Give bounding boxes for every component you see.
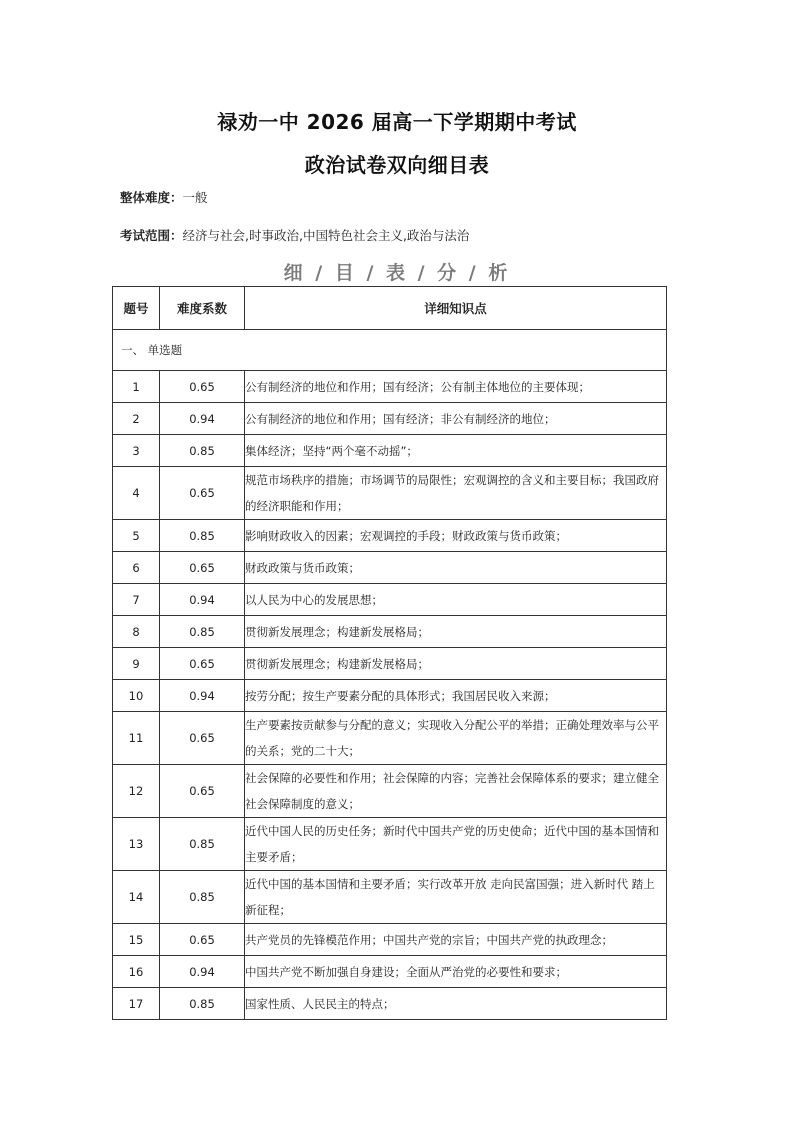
scope-value: 经济与社会,时事政治,中国特色社会主义,政治与法治 (182, 228, 470, 243)
question-number-cell: 2 (113, 403, 160, 435)
difficulty-coefficient-cell: 0.65 (160, 552, 245, 584)
difficulty-value: 一般 (182, 190, 208, 205)
difficulty-line (120, 188, 208, 206)
scope-label: 考试范围： (120, 228, 183, 243)
knowledge-points-cell: 中国共产党不断加强自身建设；全面从严治党的必要性和要求； (245, 956, 667, 988)
table-row (113, 584, 667, 616)
table-row (113, 871, 667, 924)
difficulty-coefficient-cell: 0.65 (160, 765, 245, 818)
scope-line (120, 226, 469, 244)
question-number-cell: 5 (113, 520, 160, 552)
section-row (113, 330, 667, 371)
document-title: 禄劝一中 2026 届高一下学期期中考试 (217, 110, 577, 134)
table-row (113, 435, 667, 467)
question-number-cell: 12 (113, 765, 160, 818)
difficulty-coefficient-cell: 0.65 (160, 467, 245, 520)
table-row (113, 924, 667, 956)
table-row (113, 988, 667, 1020)
table-row (113, 712, 667, 765)
knowledge-points-cell: 财政政策与货币政策； (245, 552, 667, 584)
table-row (113, 403, 667, 435)
question-number-cell: 8 (113, 616, 160, 648)
difficulty-label: 整体难度： (120, 190, 183, 205)
section-heading: 细 / 目 / 表 / 分 / 析 (283, 262, 511, 284)
question-number-cell: 3 (113, 435, 160, 467)
table-row (113, 765, 667, 818)
knowledge-points-cell: 贯彻新发展理念；构建新发展格局； (245, 616, 667, 648)
knowledge-points-cell: 以人民为中心的发展思想； (245, 584, 667, 616)
difficulty-coefficient-cell: 0.85 (160, 435, 245, 467)
difficulty-coefficient-cell: 0.94 (160, 403, 245, 435)
question-number-cell: 7 (113, 584, 160, 616)
difficulty-coefficient-cell: 0.94 (160, 584, 245, 616)
knowledge-points-cell: 集体经济；坚持“两个毫不动摇”； (245, 435, 667, 467)
question-number-cell: 10 (113, 680, 160, 712)
header-question-number: 题号 (113, 287, 160, 330)
question-number-cell: 4 (113, 467, 160, 520)
knowledge-points-cell: 公有制经济的地位和作用；国有经济；公有制主体地位的主要体现； (245, 371, 667, 403)
knowledge-points-cell: 影响财政收入的因素；宏观调控的手段；财政政策与货币政策； (245, 520, 667, 552)
question-number-cell: 9 (113, 648, 160, 680)
section-label: 一、 单选题 (113, 330, 667, 371)
header-knowledge-points: 详细知识点 (245, 287, 667, 330)
difficulty-coefficient-cell: 0.65 (160, 924, 245, 956)
knowledge-points-cell: 公有制经济的地位和作用；国有经济；非公有制经济的地位； (245, 403, 667, 435)
difficulty-coefficient-cell: 0.94 (160, 680, 245, 712)
difficulty-coefficient-cell: 0.65 (160, 648, 245, 680)
difficulty-coefficient-cell: 0.85 (160, 520, 245, 552)
question-number-cell: 15 (113, 924, 160, 956)
knowledge-points-cell: 贯彻新发展理念；构建新发展格局； (245, 648, 667, 680)
question-number-cell: 6 (113, 552, 160, 584)
question-number-cell: 16 (113, 956, 160, 988)
table-body (113, 330, 667, 1020)
header-difficulty-coefficient: 难度系数 (160, 287, 245, 330)
table-row (113, 371, 667, 403)
difficulty-coefficient-cell: 0.85 (160, 616, 245, 648)
question-number-cell: 17 (113, 988, 160, 1020)
knowledge-points-cell: 国家性质、人民民主的特点； (245, 988, 667, 1020)
difficulty-coefficient-cell: 0.85 (160, 818, 245, 871)
question-number-cell: 1 (113, 371, 160, 403)
table-row (113, 467, 667, 520)
document-subtitle: 政治试卷双向细目表 (304, 153, 490, 177)
question-number-cell: 13 (113, 818, 160, 871)
knowledge-points-cell: 共产党员的先锋模范作用；中国共产党的宗旨；中国共产党的执政理念； (245, 924, 667, 956)
table-row (113, 616, 667, 648)
table-row (113, 552, 667, 584)
table-row (113, 520, 667, 552)
difficulty-coefficient-cell: 0.65 (160, 371, 245, 403)
difficulty-coefficient-cell: 0.65 (160, 712, 245, 765)
knowledge-points-cell: 近代中国的基本国情和主要矛盾；实行改革开放 走向民富国强；进入新时代 踏上新征程； (245, 871, 667, 924)
difficulty-coefficient-cell: 0.85 (160, 988, 245, 1020)
difficulty-coefficient-cell: 0.85 (160, 871, 245, 924)
table-row (113, 648, 667, 680)
table-row (113, 680, 667, 712)
knowledge-points-cell: 近代中国人民的历史任务；新时代中国共产党的历史使命；近代中国的基本国情和主要矛盾； (245, 818, 667, 871)
knowledge-points-cell: 社会保障的必要性和作用；社会保障的内容；完善社会保障体系的要求；建立健全社会保障制度的意义； (245, 765, 667, 818)
question-number-cell: 11 (113, 712, 160, 765)
knowledge-points-cell: 按劳分配；按生产要素分配的具体形式；我国居民收入来源； (245, 680, 667, 712)
knowledge-points-cell: 生产要素按贡献参与分配的意义；实现收入分配公平的举措；正确处理效率与公平的关系；党的二十大； (245, 712, 667, 765)
table-row (113, 956, 667, 988)
question-number-cell: 14 (113, 871, 160, 924)
knowledge-points-cell: 规范市场秩序的措施；市场调节的局限性；宏观调控的含义和主要目标；我国政府的经济职能和作用； (245, 467, 667, 520)
difficulty-coefficient-cell: 0.94 (160, 956, 245, 988)
specification-table (112, 286, 667, 1020)
table-header-row (113, 287, 667, 330)
table-row (113, 818, 667, 871)
